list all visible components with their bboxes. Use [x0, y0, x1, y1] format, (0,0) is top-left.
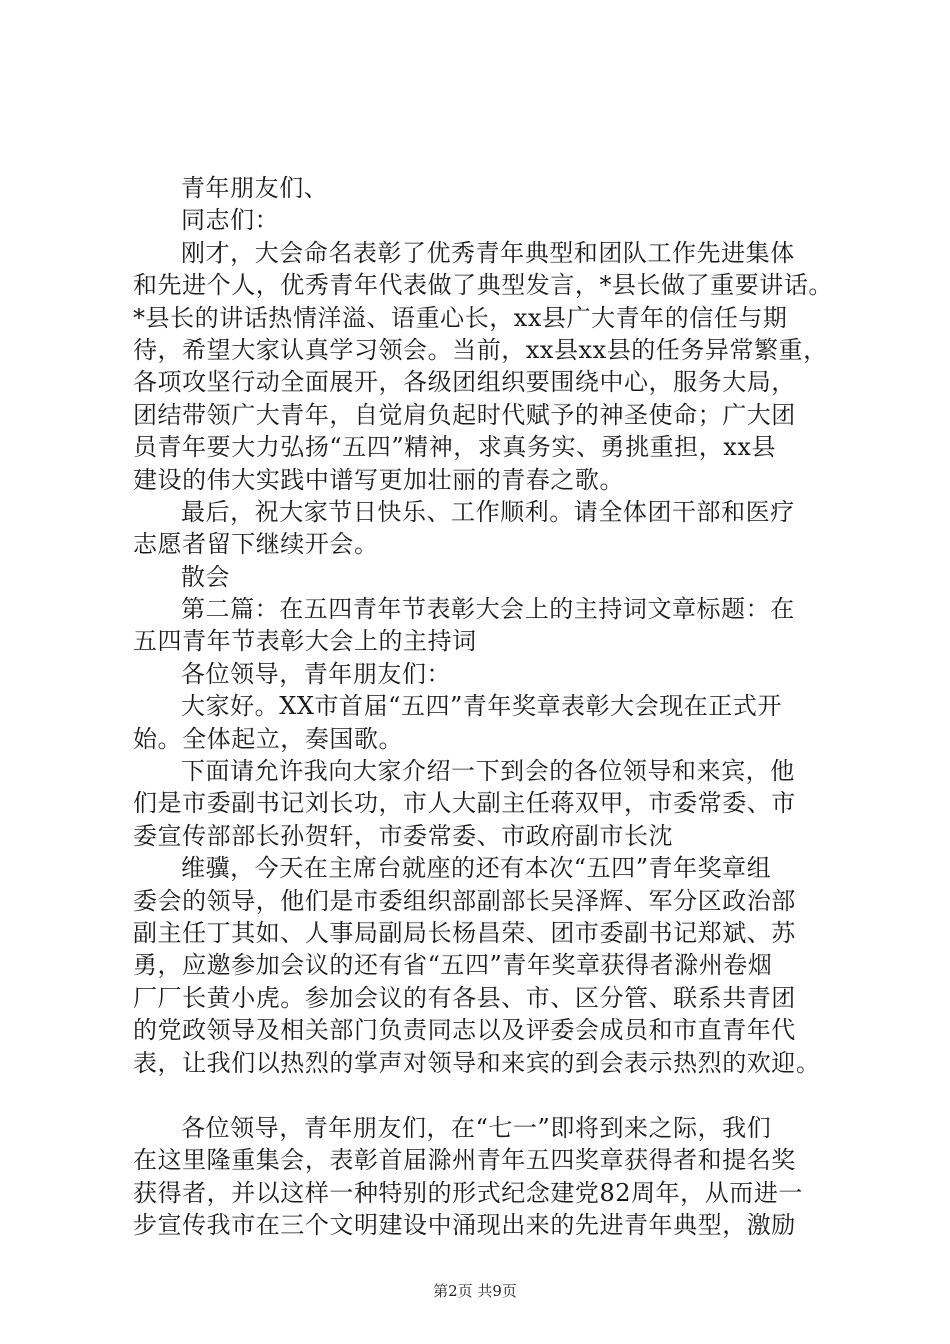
text-line: 步宣传我市在三个文明建设中涌现出来的先进青年典型，激励 — [133, 1211, 796, 1240]
text-line: 待，希望大家认真学习领会。当前，xx县xx县的任务异常繁重， — [133, 335, 828, 364]
blank-line — [133, 1079, 833, 1112]
text-line: 第二篇：在五四青年节表彰大会上的主持词文章标题：在 — [181, 595, 795, 624]
text-line: 同志们： — [181, 206, 280, 235]
text-line: 各位领导，青年朋友们，在“七一”即将到来之际，我们 — [181, 1113, 772, 1142]
text-line: 团结带领广大青年，自觉肩负起时代赋予的神圣使命；广大团 — [133, 400, 796, 429]
text-line: 们是市委副书记刘长功，市人大副主任蒋双甲，市委常委、市 — [133, 789, 796, 818]
text-line: 志愿者留下继续开会。 — [133, 530, 379, 559]
text-line: 勇，应邀参加会议的还有省“五四”青年奖章获得者滁州卷烟 — [133, 951, 773, 980]
text-line: 始。全体起立，奏国歌。 — [133, 724, 404, 753]
text-line: 建设的伟大实践中谱写更加壮丽的青春之歌。 — [133, 465, 624, 494]
text-line: 散会 — [181, 562, 231, 591]
document-body — [133, 172, 833, 1242]
text-line: 员青年要大力弘扬“五四”精神，求真务实、勇挑重担，xx县 — [133, 433, 777, 462]
text-line: 和先进个人，优秀青年代表做了典型发言，*县长做了重要讲话。 — [133, 271, 833, 300]
text-line: 在这里隆重集会，表彰首届滁州青年五四奖章获得者和提名奖 — [133, 1146, 796, 1175]
text-line: 各位领导，青年朋友们： — [181, 659, 452, 688]
text-line: 下面请允许我向大家介绍一下到会的各位领导和来宾，他 — [181, 757, 795, 786]
text-line: 刚才，大会命名表彰了优秀青年典型和团队工作先进集体 — [181, 238, 795, 267]
text-line: 表，让我们以热烈的掌声对领导和来宾的到会表示热烈的欢迎。 — [133, 1048, 821, 1077]
text-line: 青年朋友们、 — [181, 174, 329, 202]
text-line: *县长的讲话热情洋溢、语重心长，xx县广大青年的信任与期 — [133, 303, 788, 332]
text-line: 各项攻坚行动全面展开，各级团组织要围绕中心，服务大局， — [133, 368, 796, 397]
text-line: 五四青年节表彰大会上的主持词 — [133, 627, 477, 656]
text-line: 副主任丁其如、人事局副局长杨昌荣、团市委副书记郑斌、苏 — [133, 918, 796, 947]
text-line: 获得者，并以这样一种特别的形式纪念建党82周年，从而进一 — [133, 1178, 803, 1207]
page-footer: 第2页 共9页 — [433, 1282, 517, 1300]
text-line: 大家好。XX市首届“五四”青年奖章表彰大会现在正式开 — [181, 692, 783, 721]
text-line: 的党政领导及相关部门负责同志以及评委会成员和市直青年代 — [133, 1016, 796, 1045]
text-line: 维骥，今天在主席台就座的还有本次“五四”青年奖章组 — [181, 854, 772, 883]
text-line: 委会的领导，他们是市委组织部副部长吴泽辉、军分区政治部 — [133, 886, 796, 915]
text-line: 委宣传部部长孙贺轩，市委常委、市政府副市长沈 — [133, 821, 674, 850]
text-line: 最后，祝大家节日快乐、工作顺利。请全体团干部和医疗 — [181, 497, 795, 526]
text-line: 厂厂长黄小虎。参加会议的有各县、市、区分管、联系共青团 — [133, 983, 796, 1012]
